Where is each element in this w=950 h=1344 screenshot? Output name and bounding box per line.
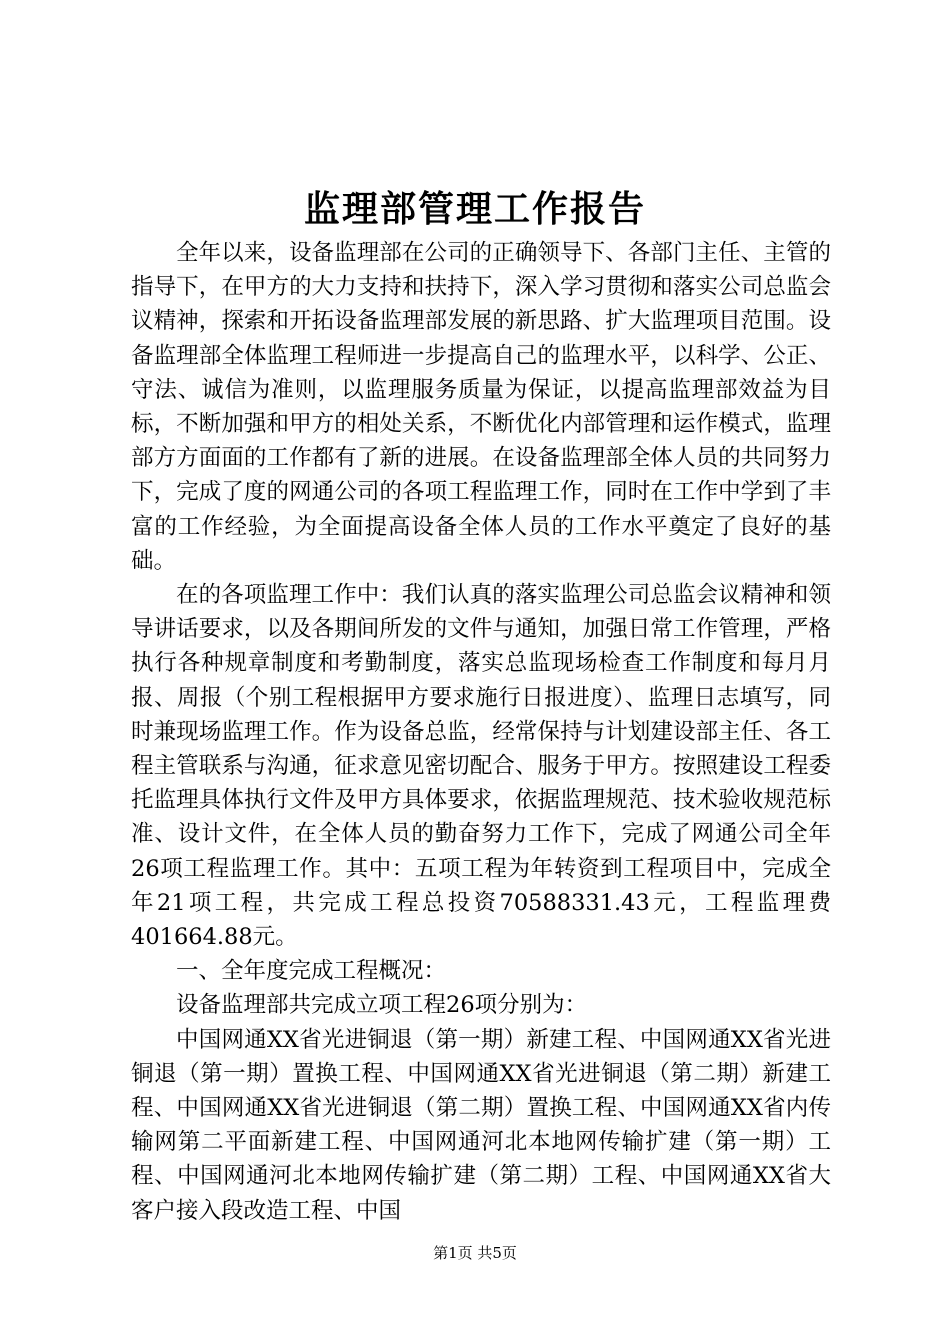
paragraph-work-summary: 在的各项监理工作中：我们认真的落实监理公司总监会议精神和领导讲话要求，以及各期间所发的文件与通知，加强日常工作管理，严格执行各种规章制度和考勤制度，落实总监现场检查工作制度和每月月报、周报（个别工程根据甲方要求施行日报进度）、监理日志填写，同时兼现场监理工作。作为设备总监，经常保持与计划建设部主任、各工程主管联系与沟通，征求意见密切配合、服务于甲方。按照建设工程委托监理具体执行文件及甲方具体要求，依据监理规范、技术验收规范标准、设计文件，在全体人员的勤奋努力工作下，完成了网通公司全年26项工程监理工作。其中：五项工程为年转资到工程项目中，完成全年21项工程，共完成工程总投资70588331.43元，工程监理费401664.88元。 [131,582,831,951]
document-body [131,236,831,1228]
paragraph-intro: 全年以来，设备监理部在公司的正确领导下、各部门主任、主管的指导下，在甲方的大力支持和扶持下，深入学习贯彻和落实公司总监会议精神，探索和开拓设备监理部发展的新思路、扩大监理项目范围。设备监理部全体监理工程师进一步提高自己的监理水平，以科学、公正、守法、诚信为准则，以监理服务质量为保证，以提高监理部效益为目标，不断加强和甲方的相处关系，不断优化内部管理和运作模式，监理部方方面面的工作都有了新的进展。在设备监理部全体人员的共同努力下，完成了度的网通公司的各项工程监理工作，同时在工作中学到了丰富的工作经验，为全面提高设备全体人员的工作水平奠定了良好的基础。 [131,240,831,574]
paragraph-project-count: 设备监理部共完成立项工程26项分别为： [176,992,588,1019]
section-heading-overview: 一、全年度完成工程概况： [176,958,447,985]
document-title: 监理部管理工作报告 [303,188,646,230]
paragraph-project-list: 中国网通XX省光进铜退（第一期）新建工程、中国网通XX省光进铜退（第一期）置换工程、中国网通XX省光进铜退（第二期）新建工程、中国网通XX省光进铜退（第二期）置换工程、中国网通XX省内传输网第二平面新建工程、中国网通河北本地网传输扩建（第一期）工程、中国网通河北本地网传输扩建（第二期）工程、中国网通XX省大客户接入段改造工程、中国 [131,1026,831,1224]
page-footer: 第1页 共5页 [433,1244,517,1262]
